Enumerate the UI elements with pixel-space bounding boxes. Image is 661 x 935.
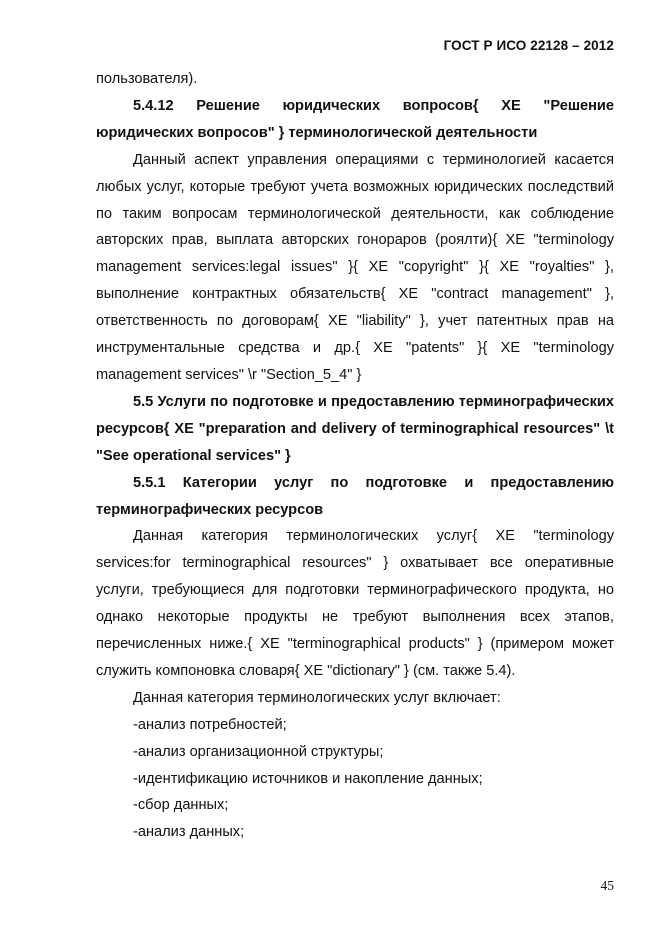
list-item: -анализ данных; bbox=[133, 824, 245, 841]
paragraph-continuation: пользователя). bbox=[96, 71, 198, 87]
list-item: -сбор данных; bbox=[133, 797, 229, 814]
page-number: 45 bbox=[600, 878, 614, 893]
paragraph-list-intro: Данная категория терминологических услуг включает: bbox=[133, 689, 501, 706]
paragraph-category-description: Данная категория терминологических услуг{ XE "terminology services:for terminographical resources" } охватывает все оперативные услуги, требующиеся для подготовки терминографического продукта, но однако некоторые продукты не требуют выполнения всех этапов, перечисленных ниже.{ XE "terminographical products" } (примером может служить компоновка словаря{ XE "dictionary" } (см. также 5.4). bbox=[96, 528, 614, 679]
list-item: -анализ потребностей; bbox=[133, 716, 287, 733]
document-header: ГОСТ Р ИСО 22128 – 2012 bbox=[443, 38, 614, 53]
list-item: -идентификацию источников и накопление данных; bbox=[133, 770, 483, 787]
section-heading-5-5-1: 5.5.1 Категории услуг по подготовке и предоставлению терминографических ресурсов bbox=[96, 474, 614, 518]
services-list bbox=[96, 712, 614, 847]
document-body bbox=[96, 66, 614, 846]
list-item: -анализ организационной структуры; bbox=[133, 743, 384, 760]
section-heading-5-4-12: 5.4.12 Решение юридических вопросов{ XE "Решение юридических вопросов" } терминологической деятельности bbox=[96, 97, 614, 141]
paragraph-legal-issues: Данный аспект управления операциями с терминологией касается любых услуг, которые требуют учета возможных юридических последствий по таким вопросам терминологической деятельности, как соблюдение авторских прав, выплата авторских гонораров (роялти){ XE "terminology management services:legal issues" }{ XE "copyright" }{ XE "royalties" }, выполнение контрактных обязательств{ XE "contract management" }, ответственность по договорам{ XE "liability" }, учет патентных прав на инструментальные средства и др.{ XE "patents" }{ XE "terminology management services" \r "Section_5_4" } bbox=[96, 151, 614, 383]
section-heading-5-5: 5.5 Услуги по подготовке и предоставлению терминографических ресурсов{ XE "preparation and delivery of terminographical resources" \t "See operational services" } bbox=[96, 393, 614, 464]
